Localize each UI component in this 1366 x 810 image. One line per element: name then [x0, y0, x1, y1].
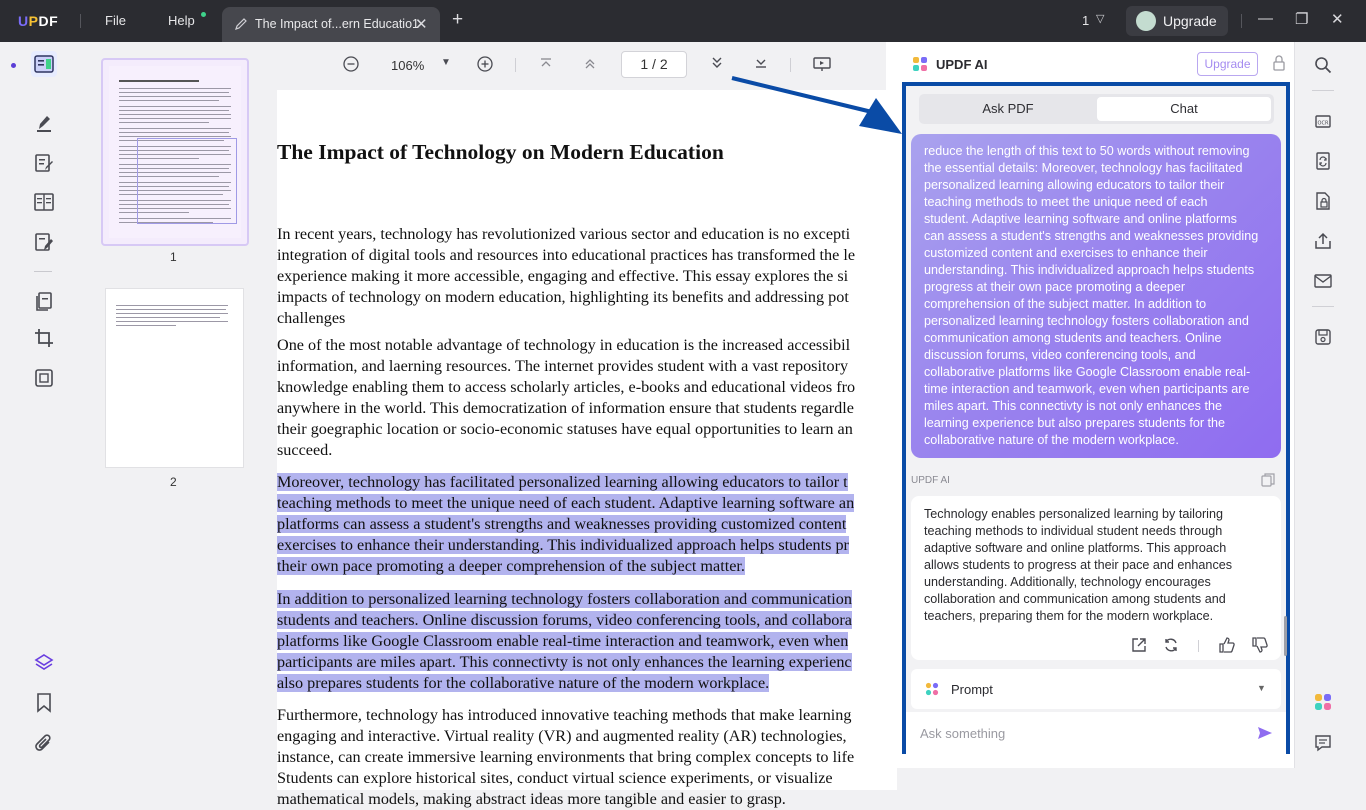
text-line — [277, 245, 855, 266]
thumb-line — [116, 325, 176, 326]
highlighted-text-line — [277, 673, 769, 694]
tab-chat[interactable]: Chat — [1097, 97, 1271, 121]
regenerate-icon[interactable] — [1163, 637, 1179, 653]
tab-title: The Impact of...ern Educatio1 — [255, 17, 419, 31]
presentation-icon[interactable] — [813, 56, 831, 72]
text-span: experience making it more accessible, engaging and effective. This essay explores the si — [277, 267, 849, 285]
thumb-line — [119, 132, 229, 133]
send-icon[interactable] — [1257, 726, 1273, 740]
text-line — [277, 377, 855, 398]
message-line: the essential details: Moreover, technology has facilitated — [924, 161, 1243, 175]
message-line: learning experience but also prepares students for the — [924, 416, 1226, 430]
response-line: allows students to progress at their pace and enhances — [924, 558, 1233, 572]
ai-mode-switch — [919, 94, 1274, 124]
thumb-line — [116, 321, 228, 322]
message-line: personalized learning technology fosters collaboration and — [924, 314, 1249, 328]
thumb-line — [116, 313, 228, 314]
reader-icon[interactable] — [31, 51, 57, 77]
bookmark-icon[interactable] — [33, 692, 55, 714]
divider — [1312, 90, 1334, 91]
highlighted-text-line — [277, 610, 852, 631]
text-span: mathematical models, making abstract ideas more tangible and easier to grasp. — [277, 790, 786, 808]
share-icon[interactable] — [1314, 232, 1332, 250]
message-line: communication among students and teachers. Online — [924, 331, 1222, 345]
ai-response — [911, 496, 1281, 660]
text-line — [277, 768, 833, 789]
text-span: Moreover, technology has facilitated personalized learning allowing educators to tailor t — [277, 473, 848, 491]
edit-pdf-icon[interactable] — [33, 152, 55, 174]
text-line — [277, 308, 345, 329]
text-span: exercises to enhance their understanding. This individualized approach helps students pr — [277, 536, 849, 554]
ai-panel — [886, 42, 1294, 768]
thumb-line — [119, 80, 199, 82]
highlighted-text-line — [277, 652, 852, 673]
ai-upgrade-button[interactable]: Upgrade — [1197, 52, 1258, 76]
convert-icon[interactable] — [1314, 152, 1332, 170]
tab-ask-pdf[interactable]: Ask PDF — [982, 101, 1034, 116]
text-line — [277, 789, 786, 810]
document-title: The Impact of Technology on Modern Education — [277, 140, 724, 164]
message-line: discussion forums, video conferencing tools, and — [924, 348, 1196, 362]
text-span: anywhere in the world. This democratization of information ensure that students regardle — [277, 399, 854, 417]
text-span: students and teachers. Online discussion forums, video conferencing tools, and collabora — [277, 611, 852, 629]
divider — [34, 271, 52, 272]
updf-logo: UPDF — [18, 13, 59, 29]
message-line: progress at their own pace promoting a deeper — [924, 280, 1186, 294]
message-line: miles apart. This connectivty is not only enhances the — [924, 399, 1222, 413]
right-tool-rail — [1294, 42, 1366, 768]
thumbnail-page-2[interactable] — [105, 288, 244, 468]
thumb-line — [116, 309, 226, 310]
response-line: understanding. Additionally, technology encourages — [924, 575, 1211, 589]
thumbnail-image — [109, 66, 241, 238]
divider — [515, 58, 516, 72]
window-count[interactable]: 1 — [1082, 13, 1090, 28]
divider — [80, 14, 81, 28]
close-window-button[interactable]: ✕ — [1331, 11, 1344, 28]
highlighter-icon[interactable] — [33, 112, 55, 134]
text-span: teaching methods to meet the unique need of each student. Adaptive learning software an — [277, 494, 855, 512]
divider — [1198, 640, 1199, 652]
highlighted-text-line — [277, 493, 854, 514]
message-line: comprehension of the subject matter. In addition to — [924, 297, 1207, 311]
thumbnail-panel — [88, 42, 266, 768]
protect-icon[interactable] — [1314, 192, 1332, 210]
minimize-button[interactable]: — — [1258, 10, 1273, 27]
message-line: teaching methods to meet the unique need of each — [924, 195, 1208, 209]
compress-icon[interactable] — [33, 367, 55, 389]
text-span: Students can explore historical sites, conduct virtual science experiments, or visualize — [277, 769, 833, 787]
tab-close-icon[interactable]: ✕ — [415, 16, 428, 33]
title-bar — [0, 0, 1366, 42]
text-span: participants are miles apart. This connectivty is not only enhances the learning experienc — [277, 653, 852, 671]
page-layout-icon[interactable] — [33, 191, 55, 213]
thumb-line — [119, 106, 231, 107]
message-line: personalized learning allowing educators to tailor their — [924, 178, 1225, 192]
thumb-line — [116, 305, 228, 306]
view-toolbar — [266, 42, 886, 90]
open-external-icon[interactable] — [1131, 637, 1147, 653]
text-line — [277, 419, 853, 440]
thumbs-down-icon[interactable] — [1252, 637, 1268, 653]
highlighted-text-line — [277, 514, 846, 535]
text-span: Furthermore, technology has introduced innovative teaching methods that make learning — [277, 706, 852, 724]
message-line: time interaction and teamwork, even when participants are — [924, 382, 1250, 396]
text-span: knowledge enabling them to access scholarly articles, e-books and educational videos fro — [277, 378, 856, 396]
form-icon[interactable] — [33, 231, 55, 253]
highlighted-text-line — [277, 556, 745, 577]
response-sender: UPDF AI — [911, 475, 950, 486]
highlighted-text-line — [277, 472, 848, 493]
text-span: In addition to personalized learning technology fosters collaboration and communication — [277, 590, 852, 608]
thumb-line — [119, 122, 209, 123]
text-span: their goegraphic location or socio-economic statuses have equal opportunities to learn an — [277, 420, 853, 438]
ocr-icon[interactable] — [1314, 112, 1332, 130]
thumbnail-page-1[interactable] — [101, 58, 249, 246]
thumbnail-number: 2 — [170, 475, 177, 489]
text-span: One of the most notable advantage of technology in education is the increased accessibil — [277, 336, 851, 354]
zoom-out-icon[interactable] — [343, 56, 359, 72]
document-tab[interactable] — [222, 7, 440, 42]
thumb-line — [119, 100, 219, 101]
text-span: engaging and interactive. Virtual reality (VR) and augmented reality (AR) technologies, — [277, 727, 847, 745]
message-line: collaborative nature of the modern workplace. — [924, 433, 1179, 447]
document-viewer — [266, 42, 886, 808]
notification-dot — [201, 12, 206, 17]
crop-icon[interactable] — [33, 327, 55, 349]
organize-pages-icon[interactable] — [33, 290, 55, 312]
svg-text:OCR: OCR — [1317, 120, 1329, 127]
save-icon[interactable] — [1314, 328, 1332, 346]
last-page-icon[interactable] — [754, 56, 768, 70]
page-number-input[interactable]: 1 / 2 — [621, 51, 687, 78]
text-line — [277, 398, 854, 419]
ask-placeholder: Ask something — [920, 726, 1006, 741]
thumb-line — [119, 88, 231, 89]
prompt-label: Prompt — [951, 682, 993, 697]
text-line — [277, 266, 848, 287]
user-message — [911, 134, 1281, 458]
pen-icon — [234, 17, 248, 31]
thumb-line — [119, 136, 231, 137]
thumbnail-selection — [137, 138, 237, 224]
zoom-level[interactable]: 106% — [391, 58, 425, 73]
first-page-icon[interactable] — [539, 56, 553, 70]
response-line: teachers, preparing them for the modern workplace. — [924, 609, 1214, 623]
prompt-icon — [925, 682, 939, 696]
thumb-line — [119, 92, 229, 93]
highlighted-text-line — [277, 535, 849, 556]
menu-help[interactable]: Help — [168, 13, 195, 28]
response-line: collaboration and communication among students and — [924, 592, 1226, 606]
text-span: challenges — [277, 309, 346, 327]
text-span: also prepares students for the collaborative nature of the modern workplace. — [277, 674, 770, 692]
upgrade-button[interactable] — [1126, 6, 1228, 36]
attachment-icon[interactable] — [33, 732, 55, 754]
zoom-in-icon[interactable] — [477, 56, 493, 72]
ai-chat-container — [902, 82, 1290, 754]
response-line: Technology enables personalized learning by tailoring — [924, 507, 1223, 521]
text-span: impacts of technology on modern education, highlighting its benefits and addressing pot — [277, 288, 849, 306]
divider — [790, 58, 791, 72]
menu-file[interactable]: File — [105, 13, 126, 28]
divider — [1241, 14, 1242, 28]
chevron-down-icon: ▼ — [1257, 683, 1266, 693]
response-line: adaptive software and online platforms. This approach — [924, 541, 1227, 555]
upgrade-label: Upgrade — [1163, 13, 1217, 29]
chevron-down-icon[interactable]: ▽ — [1096, 13, 1105, 25]
text-line — [277, 705, 852, 726]
thumb-line — [119, 96, 231, 97]
avatar — [1136, 11, 1156, 31]
chat-scrollbar[interactable] — [1284, 616, 1287, 656]
message-line: collaborative platforms like Google Classroom enable real- — [924, 365, 1251, 379]
email-icon[interactable] — [1314, 272, 1332, 290]
text-line — [277, 726, 847, 747]
lock-icon[interactable] — [1272, 55, 1286, 71]
zoom-dropdown-icon[interactable]: ▼ — [441, 57, 451, 68]
text-line — [277, 356, 848, 377]
text-span: integration of digital tools and resources into educational practices has transformed the le — [277, 246, 856, 264]
previous-page-icon[interactable] — [583, 56, 597, 70]
ask-input[interactable] — [906, 712, 1286, 754]
thumbs-up-icon[interactable] — [1219, 637, 1235, 653]
text-line — [277, 440, 332, 461]
ai-panel-title: UPDF AI — [936, 57, 988, 72]
highlighted-text-line — [277, 589, 852, 610]
thumbnail-number: 1 — [170, 250, 177, 264]
new-tab-button[interactable]: + — [452, 9, 464, 30]
message-line: understanding. This individualized approach helps students — [924, 263, 1255, 277]
text-line — [277, 224, 850, 245]
response-line: teaching methods to individual student needs through — [924, 524, 1223, 538]
message-line: customized content and exercises to enhance their — [924, 246, 1208, 260]
text-line — [277, 747, 854, 768]
message-line: student. Adaptive learning software and online platforms — [924, 212, 1237, 226]
updf-ai-icon — [911, 55, 929, 73]
thumb-line — [119, 114, 231, 115]
text-line — [277, 287, 849, 308]
text-span: succeed. — [277, 441, 333, 459]
left-tool-rail — [0, 42, 88, 768]
text-span: platforms like Google Classroom enable real-time interaction and teamwork, even when — [277, 632, 849, 650]
message-line: reduce the length of this text to 50 words without removing — [924, 144, 1250, 158]
message-line: can assess a student's strengths and weaknesses providing — [924, 229, 1259, 243]
active-indicator — [11, 63, 16, 68]
prompt-selector[interactable] — [911, 669, 1281, 709]
comment-icon[interactable] — [1314, 734, 1332, 752]
layers-icon[interactable] — [33, 652, 55, 674]
search-icon[interactable] — [1314, 56, 1332, 74]
text-span: platforms can assess a student's strengths and weaknesses providing customized content — [277, 515, 847, 533]
thumb-line — [116, 317, 220, 318]
thumb-line — [119, 110, 229, 111]
copy-icon[interactable] — [1261, 473, 1275, 487]
highlighted-text-line — [277, 631, 848, 652]
text-line — [277, 335, 850, 356]
text-span: information, and laerning resources. The internet provides student with a vast repository — [277, 357, 849, 375]
next-page-icon[interactable] — [710, 56, 724, 70]
divider — [1312, 306, 1334, 307]
updf-ai-icon[interactable] — [1314, 693, 1332, 711]
text-span: instance, can create immersive learning environments that bring complex concepts to life — [277, 748, 855, 766]
text-span: In recent years, technology has revolutionized various sector and education is no excepti — [277, 225, 851, 243]
thumb-line — [119, 128, 231, 129]
thumb-line — [119, 118, 231, 119]
maximize-button[interactable]: ❐ — [1295, 11, 1309, 28]
text-span: their own pace promoting a deeper comprehension of the subject matter. — [277, 557, 745, 575]
